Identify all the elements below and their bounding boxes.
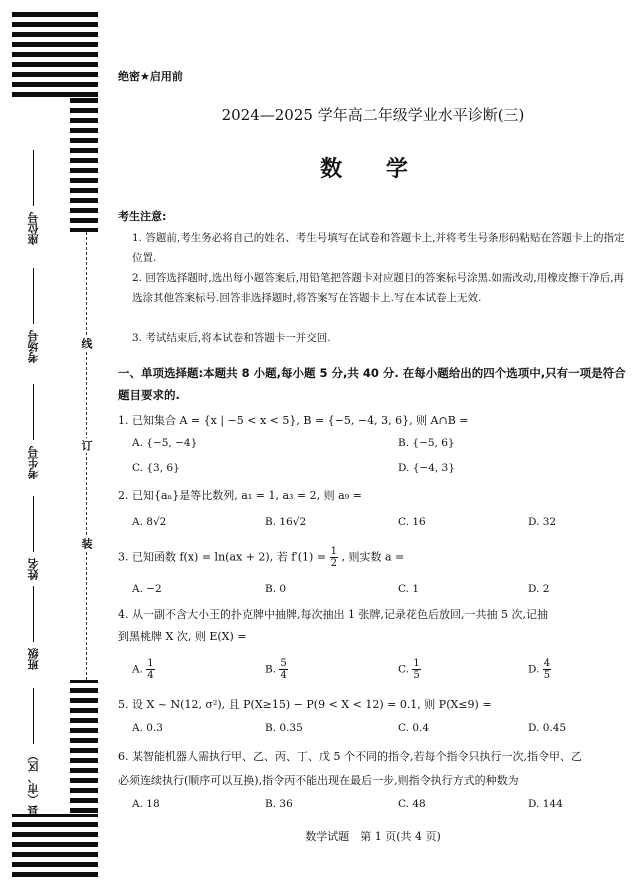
- question-3-option-b[interactable]: B. 0: [265, 583, 287, 595]
- question-2-option-a[interactable]: A. 8√2: [132, 516, 167, 528]
- page-footer: 数学试题 第 1 页(共 4 页): [305, 830, 441, 843]
- secret-label: 绝密★启用前: [118, 70, 183, 83]
- question-1-option-d[interactable]: D. {−4, 3}: [398, 462, 455, 474]
- question-2-option-d[interactable]: D. 32: [528, 516, 557, 528]
- subject-title: 数 学: [320, 156, 426, 182]
- note-3: 3. 考试结束后,将本试卷和答题卡一并交回.: [132, 332, 331, 344]
- question-4-stem-line-2: 到黑桃牌 X 次, 则 E(X) =: [118, 630, 247, 643]
- question-6-option-a[interactable]: A. 18: [132, 798, 160, 810]
- question-4-option-a[interactable]: A. $\frac{1}{4}$: [132, 658, 154, 681]
- question-4-stem-line-1: 4. 从一副不含大小王的扑克牌中抽牌,每次抽出 1 张牌,记录花色后放回,一共抽 5 次,记抽: [118, 608, 548, 621]
- question-1-option-c[interactable]: C. {3, 6}: [132, 462, 180, 474]
- question-5-option-c[interactable]: C. 0.4: [398, 722, 430, 734]
- notes-title: 考生注意:: [118, 210, 167, 223]
- question-3-option-d[interactable]: D. 2: [528, 583, 550, 595]
- question-4-option-c[interactable]: C. $\frac{1}{5}$: [398, 658, 420, 681]
- question-3-stem: [118, 546, 628, 569]
- question-3-fraction: $\frac{1}{2}$: [330, 546, 337, 569]
- question-5-option-d[interactable]: D. 0.45: [528, 722, 567, 734]
- field-class[interactable]: 班级: [26, 586, 42, 670]
- field-name[interactable]: 姓名: [26, 496, 42, 580]
- question-2-option-c[interactable]: C. 16: [398, 516, 426, 528]
- question-3-option-a[interactable]: A. −2: [132, 583, 162, 595]
- cut-mark-xian: 线: [80, 338, 93, 349]
- question-2-option-b[interactable]: B. 16√2: [265, 516, 307, 528]
- question-1-stem: 1. 已知集合 A = {x | −5 < x < 5}, B = {−5, −4, 3, 6}, 则 A∩B =: [118, 414, 469, 427]
- cut-mark-zhuang: 装: [80, 538, 93, 549]
- question-3-stem-b: , 则实数 a =: [341, 550, 405, 564]
- question-1-option-b[interactable]: B. {−5, 6}: [398, 437, 455, 449]
- question-5-stem: 5. 设 X ~ N(12, σ²), 且 P(X≥15) − P(9 < X < 12) = 0.1, 则 P(X≤9) =: [118, 698, 492, 711]
- question-5-option-a[interactable]: A. 0.3: [132, 722, 163, 734]
- field-county[interactable]: 县（市、区）: [26, 688, 42, 816]
- binding-cut-zone: [70, 232, 98, 680]
- section-title: 一、单项选择题:本题共 8 小题,每小题 5 分,共 40 分. 在每小题给出的四个选项中,只有一项是符合题目要求的.: [118, 366, 626, 402]
- cut-mark-ding: 订: [80, 440, 93, 451]
- field-candidate-number[interactable]: 考生号: [26, 384, 42, 479]
- question-6-option-d[interactable]: D. 144: [528, 798, 563, 810]
- question-6-option-b[interactable]: B. 36: [265, 798, 293, 810]
- field-exam-room[interactable]: 考场号: [26, 268, 42, 363]
- binding-cut-line: [86, 232, 87, 680]
- note-1: 1. 答题前,考生务必将自己的姓名、考生号填写在试卷和答题卡上,并将考生号条形码粘贴在答题卡上的指定位置.: [132, 232, 625, 264]
- question-6-option-c[interactable]: C. 48: [398, 798, 426, 810]
- note-2: 2. 回答选择题时,选出每小题答案后,用铅笔把答题卡对应题目的答案标号涂黑.如需改动,用橡皮擦干净后,再选涂其他答案标号.回答非选择题时,将答案写在答题卡上.写在本试卷上无效.: [132, 272, 625, 304]
- question-4-option-b[interactable]: B. $\frac{5}{4}$: [265, 658, 287, 681]
- question-2-stem: 2. 已知{aₙ}是等比数列, a₁ = 1, a₃ = 2, 则 a₉ =: [118, 489, 362, 502]
- question-3-option-c[interactable]: C. 1: [398, 583, 420, 595]
- exam-title: 2024—2025 学年高二年级学业水平诊断(三): [221, 106, 525, 124]
- question-1-option-a[interactable]: A. {−5, −4}: [132, 437, 198, 449]
- question-6-stem-line-1: 6. 某智能机器人需执行甲、乙、丙、丁、戊 5 个不同的指令,若每个指令只执行一次,指令甲、乙: [118, 750, 582, 763]
- question-5-option-b[interactable]: B. 0.35: [265, 722, 303, 734]
- question-4-option-d[interactable]: D. $\frac{4}{5}$: [528, 658, 551, 681]
- question-6-stem-line-2: 必须连续执行(顺序可以互换),指令丙不能出现在最后一步,则指令执行方式的种数为: [118, 774, 519, 787]
- field-seat-number[interactable]: 座位号: [26, 150, 42, 245]
- question-3-stem-a: 3. 已知函数 f(x) = ln(ax + 2), 若 f′(1) =: [118, 550, 327, 564]
